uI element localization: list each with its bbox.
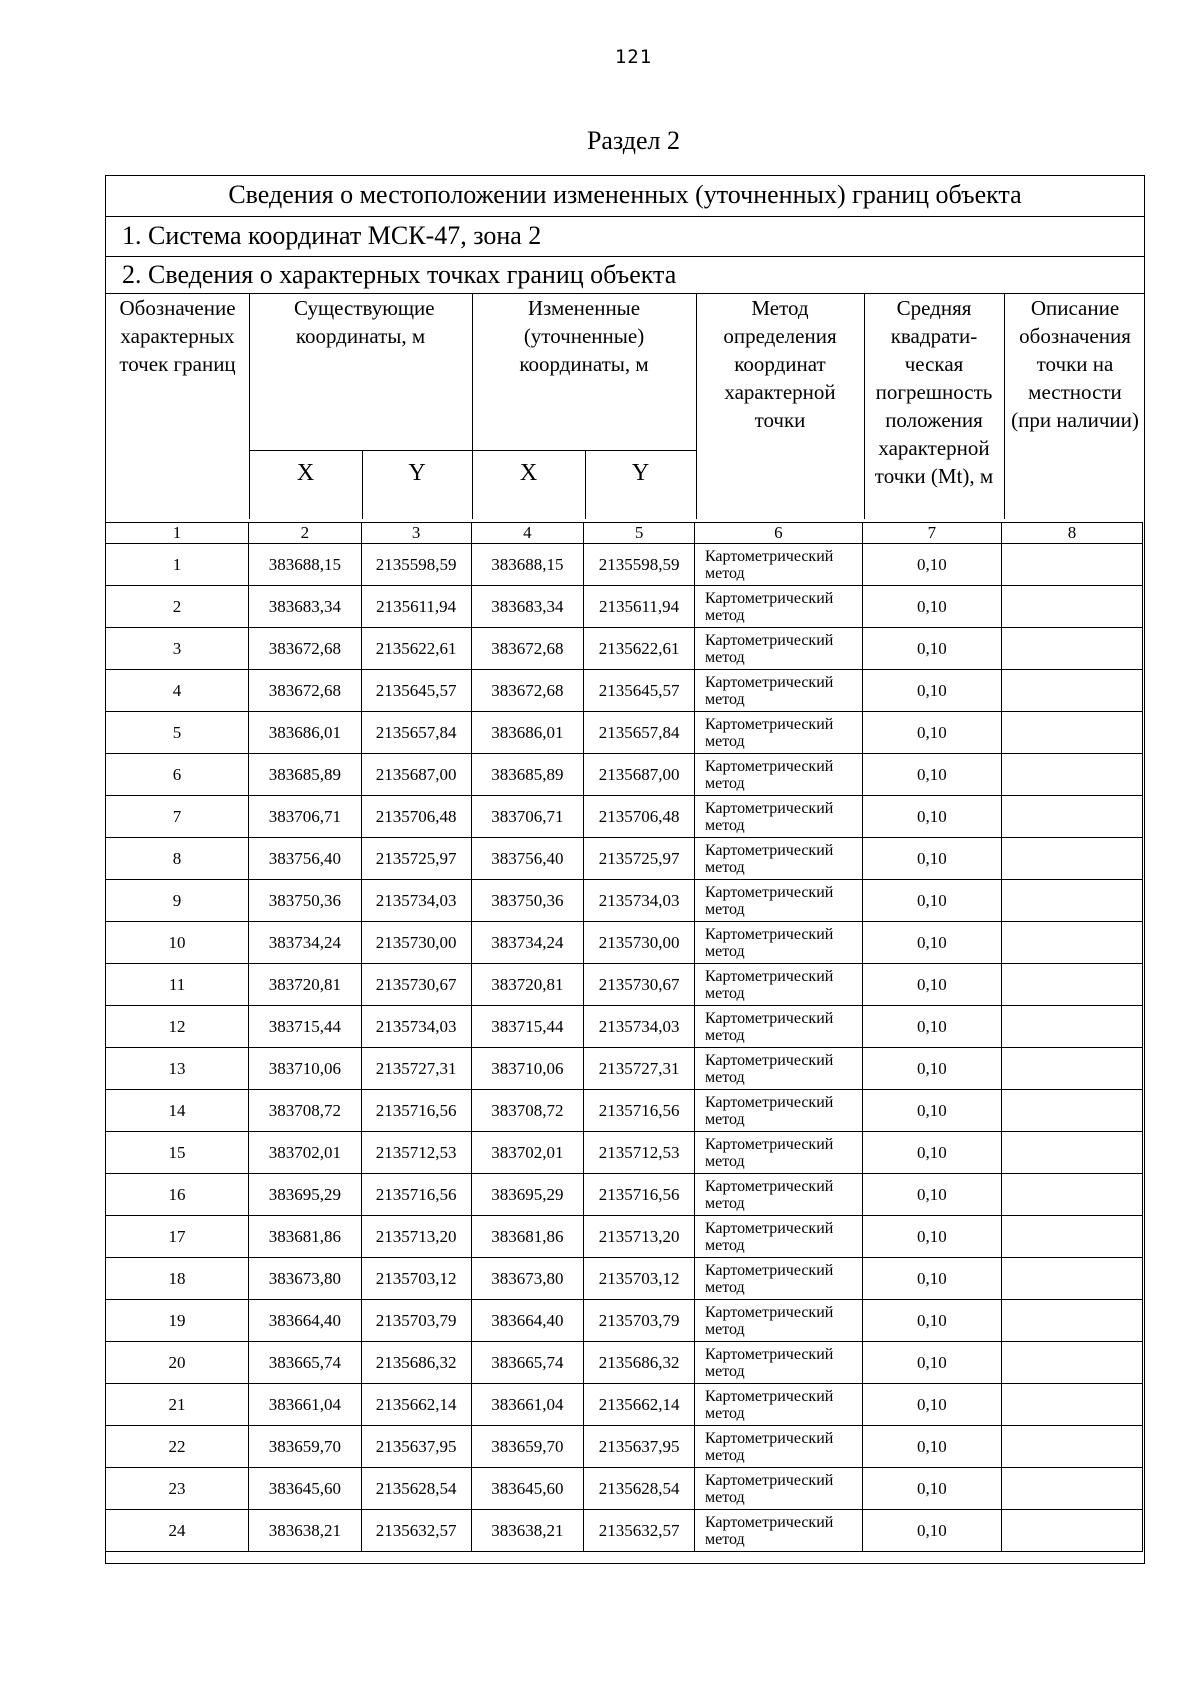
col-header-existing-y: Y <box>408 460 426 486</box>
section-title: Раздел 2 <box>586 126 681 155</box>
col-header-existing: Существующие координаты, м <box>294 296 435 348</box>
cell-changed-x: 383661,04 <box>471 1384 584 1426</box>
cell-existing-y: 2135611,94 <box>361 586 471 628</box>
cell-description <box>1001 1174 1142 1216</box>
cell-changed-y: 2135706,48 <box>584 796 695 838</box>
cell-existing-x: 383664,40 <box>249 1300 362 1342</box>
cell-error: 0,10 <box>862 754 1001 796</box>
cell-description <box>1001 1006 1142 1048</box>
cell-point: 2 <box>106 586 249 628</box>
cell-description <box>1001 670 1142 712</box>
col-header-existing-x: X <box>296 460 315 486</box>
cell-point: 1 <box>106 544 249 586</box>
cell-method: Картометрический метод <box>694 964 862 1006</box>
cell-method: Картометрический метод <box>694 1006 862 1048</box>
points-table <box>105 522 1143 1552</box>
cell-changed-y: 2135628,54 <box>584 1468 695 1510</box>
column-header <box>106 293 1144 519</box>
cell-point: 19 <box>106 1300 249 1342</box>
cell-existing-y: 2135632,57 <box>361 1510 471 1552</box>
cell-error: 0,10 <box>862 712 1001 754</box>
cell-point: 24 <box>106 1510 249 1552</box>
column-number: 6 <box>694 523 862 544</box>
cell-point: 7 <box>106 796 249 838</box>
column-number: 7 <box>862 523 1001 544</box>
cell-point: 6 <box>106 754 249 796</box>
column-number: 8 <box>1001 523 1142 544</box>
cell-changed-x: 383665,74 <box>471 1342 584 1384</box>
cell-changed-y: 2135662,14 <box>584 1384 695 1426</box>
cell-changed-x: 383686,01 <box>471 712 584 754</box>
cell-existing-x: 383673,80 <box>249 1258 362 1300</box>
cell-changed-x: 383645,60 <box>471 1468 584 1510</box>
column-number: 3 <box>361 523 471 544</box>
cell-existing-x: 383681,86 <box>249 1216 362 1258</box>
cell-description <box>1001 880 1142 922</box>
cell-description <box>1001 712 1142 754</box>
table-title: Сведения о местоположении измененных (уточненных) границ объекта <box>106 176 1144 217</box>
cell-changed-x: 383685,89 <box>471 754 584 796</box>
col-header-changed-y: Y <box>631 460 650 486</box>
cell-changed-y: 2135730,00 <box>584 922 695 964</box>
cell-description <box>1001 1216 1142 1258</box>
cell-method: Картометрический метод <box>694 1216 862 1258</box>
table-row <box>106 1300 1143 1342</box>
table-row <box>106 1426 1143 1468</box>
cell-method: Картометрический метод <box>694 1258 862 1300</box>
cell-existing-y: 2135622,61 <box>361 628 471 670</box>
cell-changed-y: 2135703,79 <box>584 1300 695 1342</box>
cell-method: Картометрический метод <box>694 1426 862 1468</box>
cell-existing-x: 383708,72 <box>249 1090 362 1132</box>
table-row <box>106 1132 1143 1174</box>
cell-existing-x: 383706,71 <box>249 796 362 838</box>
cell-changed-y: 2135734,03 <box>584 880 695 922</box>
cell-error: 0,10 <box>862 544 1001 586</box>
cell-description <box>1001 1384 1142 1426</box>
cell-method: Картометрический метод <box>694 922 862 964</box>
cell-point: 12 <box>106 1006 249 1048</box>
cell-existing-y: 2135645,57 <box>361 670 471 712</box>
cell-error: 0,10 <box>862 922 1001 964</box>
cell-method: Картометрический метод <box>694 880 862 922</box>
table-row <box>106 964 1143 1006</box>
cell-changed-x: 383659,70 <box>471 1426 584 1468</box>
cell-method: Картометрический метод <box>694 544 862 586</box>
cell-changed-y: 2135657,84 <box>584 712 695 754</box>
cell-error: 0,10 <box>862 628 1001 670</box>
cell-method: Картометрический метод <box>694 838 862 880</box>
cell-changed-y: 2135716,56 <box>584 1174 695 1216</box>
col-header-point: Обозначение характерных точек границ <box>119 296 236 376</box>
cell-existing-x: 383672,68 <box>249 670 362 712</box>
cell-existing-x: 383685,89 <box>249 754 362 796</box>
cell-existing-x: 383665,74 <box>249 1342 362 1384</box>
cell-changed-y: 2135637,95 <box>584 1426 695 1468</box>
cell-existing-y: 2135734,03 <box>361 1006 471 1048</box>
cell-changed-y: 2135725,97 <box>584 838 695 880</box>
page-number: 121 <box>614 46 653 68</box>
cell-existing-y: 2135734,03 <box>361 880 471 922</box>
cell-method: Картометрический метод <box>694 586 862 628</box>
table-row <box>106 922 1143 964</box>
cell-error: 0,10 <box>862 1468 1001 1510</box>
cell-changed-x: 383715,44 <box>471 1006 584 1048</box>
cell-changed-y: 2135713,20 <box>584 1216 695 1258</box>
cell-error: 0,10 <box>862 796 1001 838</box>
cell-existing-x: 383710,06 <box>249 1048 362 1090</box>
cell-point: 20 <box>106 1342 249 1384</box>
column-number-row <box>106 523 1143 544</box>
table-row <box>106 1342 1143 1384</box>
cell-method: Картометрический метод <box>694 712 862 754</box>
cell-changed-x: 383734,24 <box>471 922 584 964</box>
table-row <box>106 754 1143 796</box>
cell-error: 0,10 <box>862 586 1001 628</box>
cell-method: Картометрический метод <box>694 1048 862 1090</box>
cell-changed-x: 383673,80 <box>471 1258 584 1300</box>
col-header-error: Средняя квадрати-ческая погрешность положения характерной точки (Mt), м <box>874 296 994 488</box>
cell-error: 0,10 <box>862 670 1001 712</box>
cell-error: 0,10 <box>862 1510 1001 1552</box>
cell-method: Картометрический метод <box>694 1174 862 1216</box>
cell-description <box>1001 1300 1142 1342</box>
cell-point: 9 <box>106 880 249 922</box>
cell-changed-x: 383672,68 <box>471 670 584 712</box>
cell-changed-y: 2135687,00 <box>584 754 695 796</box>
cell-changed-x: 383683,34 <box>471 586 584 628</box>
table-row <box>106 1258 1143 1300</box>
cell-existing-x: 383695,29 <box>249 1174 362 1216</box>
cell-existing-x: 383734,24 <box>249 922 362 964</box>
coord-system: 1. Система координат МСК-47, зона 2 <box>106 217 1144 257</box>
cell-existing-y: 2135725,97 <box>361 838 471 880</box>
points-title: 2. Сведения о характерных точках границ объекта <box>122 260 677 289</box>
cell-existing-x: 383638,21 <box>249 1510 362 1552</box>
cell-existing-x: 383645,60 <box>249 1468 362 1510</box>
cell-changed-x: 383672,68 <box>471 628 584 670</box>
cell-error: 0,10 <box>862 880 1001 922</box>
cell-existing-x: 383672,68 <box>249 628 362 670</box>
cell-method: Картометрический метод <box>694 1132 862 1174</box>
cell-error: 0,10 <box>862 1342 1001 1384</box>
cell-error: 0,10 <box>862 1006 1001 1048</box>
cell-description <box>1001 586 1142 628</box>
cell-description <box>1001 1258 1142 1300</box>
col-header-changed-x: X <box>519 460 538 486</box>
table-body <box>106 523 1143 1552</box>
table-row <box>106 880 1143 922</box>
cell-method: Картометрический метод <box>694 796 862 838</box>
cell-changed-y: 2135712,53 <box>584 1132 695 1174</box>
cell-existing-y: 2135598,59 <box>361 544 471 586</box>
cell-changed-x: 383756,40 <box>471 838 584 880</box>
cell-error: 0,10 <box>862 1384 1001 1426</box>
col-header-changed: Измененные (уточненные) координаты, м <box>519 296 649 376</box>
cell-point: 14 <box>106 1090 249 1132</box>
cell-changed-x: 383710,06 <box>471 1048 584 1090</box>
cell-method: Картометрический метод <box>694 754 862 796</box>
column-number: 2 <box>249 523 362 544</box>
table-row <box>106 670 1143 712</box>
cell-changed-y: 2135727,31 <box>584 1048 695 1090</box>
cell-changed-x: 383750,36 <box>471 880 584 922</box>
cell-description <box>1001 1468 1142 1510</box>
cell-existing-y: 2135716,56 <box>361 1174 471 1216</box>
cell-error: 0,10 <box>862 1132 1001 1174</box>
cell-error: 0,10 <box>862 1300 1001 1342</box>
cell-existing-x: 383750,36 <box>249 880 362 922</box>
table-row <box>106 1510 1143 1552</box>
cell-existing-y: 2135727,31 <box>361 1048 471 1090</box>
table-row <box>106 712 1143 754</box>
cell-description <box>1001 1342 1142 1384</box>
cell-changed-y: 2135703,12 <box>584 1258 695 1300</box>
cell-method: Картометрический метод <box>694 1300 862 1342</box>
cell-existing-y: 2135712,53 <box>361 1132 471 1174</box>
column-number: 5 <box>584 523 695 544</box>
cell-method: Картометрический метод <box>694 1468 862 1510</box>
cell-existing-x: 383720,81 <box>249 964 362 1006</box>
cell-error: 0,10 <box>862 964 1001 1006</box>
cell-existing-y: 2135703,79 <box>361 1300 471 1342</box>
cell-error: 0,10 <box>862 1216 1001 1258</box>
cell-changed-x: 383706,71 <box>471 796 584 838</box>
cell-existing-x: 383661,04 <box>249 1384 362 1426</box>
cell-existing-y: 2135713,20 <box>361 1216 471 1258</box>
cell-method: Картометрический метод <box>694 1384 862 1426</box>
cell-existing-x: 383715,44 <box>249 1006 362 1048</box>
cell-description <box>1001 1426 1142 1468</box>
table-row <box>106 544 1143 586</box>
table-row <box>106 1384 1143 1426</box>
table-row <box>106 796 1143 838</box>
cell-point: 16 <box>106 1174 249 1216</box>
cell-point: 18 <box>106 1258 249 1300</box>
cell-error: 0,10 <box>862 1426 1001 1468</box>
cell-changed-y: 2135730,67 <box>584 964 695 1006</box>
cell-changed-y: 2135716,56 <box>584 1090 695 1132</box>
cell-existing-y: 2135730,67 <box>361 964 471 1006</box>
cell-point: 5 <box>106 712 249 754</box>
cell-existing-y: 2135637,95 <box>361 1426 471 1468</box>
cell-description <box>1001 754 1142 796</box>
cell-changed-y: 2135622,61 <box>584 628 695 670</box>
cell-changed-x: 383638,21 <box>471 1510 584 1552</box>
cell-changed-x: 383695,29 <box>471 1174 584 1216</box>
cell-description <box>1001 544 1142 586</box>
cell-description <box>1001 796 1142 838</box>
cell-error: 0,10 <box>862 838 1001 880</box>
column-number: 4 <box>471 523 584 544</box>
cell-point: 17 <box>106 1216 249 1258</box>
cell-point: 23 <box>106 1468 249 1510</box>
table-row <box>106 838 1143 880</box>
cell-existing-y: 2135662,14 <box>361 1384 471 1426</box>
cell-existing-y: 2135716,56 <box>361 1090 471 1132</box>
table-row <box>106 1174 1143 1216</box>
cell-existing-x: 383683,34 <box>249 586 362 628</box>
cell-point: 10 <box>106 922 249 964</box>
cell-existing-x: 383756,40 <box>249 838 362 880</box>
cell-existing-y: 2135628,54 <box>361 1468 471 1510</box>
cell-description <box>1001 1510 1142 1552</box>
table-row <box>106 1468 1143 1510</box>
cell-description <box>1001 1132 1142 1174</box>
cell-changed-y: 2135734,03 <box>584 1006 695 1048</box>
cell-existing-x: 383688,15 <box>249 544 362 586</box>
cell-changed-y: 2135632,57 <box>584 1510 695 1552</box>
cell-changed-y: 2135611,94 <box>584 586 695 628</box>
cell-existing-x: 383686,01 <box>249 712 362 754</box>
column-number: 1 <box>106 523 249 544</box>
cell-point: 21 <box>106 1384 249 1426</box>
cell-existing-x: 383702,01 <box>249 1132 362 1174</box>
cell-point: 13 <box>106 1048 249 1090</box>
cell-point: 3 <box>106 628 249 670</box>
cell-description <box>1001 628 1142 670</box>
cell-description <box>1001 1048 1142 1090</box>
cell-description <box>1001 838 1142 880</box>
col-header-description: Описание обозначения точки на местности (при наличии) <box>1011 296 1139 432</box>
cell-changed-y: 2135598,59 <box>584 544 695 586</box>
cell-existing-y: 2135686,32 <box>361 1342 471 1384</box>
cell-existing-x: 383659,70 <box>249 1426 362 1468</box>
cell-error: 0,10 <box>862 1258 1001 1300</box>
table-row <box>106 1006 1143 1048</box>
cell-existing-y: 2135706,48 <box>361 796 471 838</box>
cell-changed-x: 383702,01 <box>471 1132 584 1174</box>
cell-error: 0,10 <box>862 1090 1001 1132</box>
cell-changed-x: 383664,40 <box>471 1300 584 1342</box>
cell-changed-y: 2135645,57 <box>584 670 695 712</box>
table-row <box>106 1216 1143 1258</box>
cell-changed-x: 383720,81 <box>471 964 584 1006</box>
table-row <box>106 1048 1143 1090</box>
cell-method: Картометрический метод <box>694 1342 862 1384</box>
table-row <box>106 628 1143 670</box>
cell-existing-y: 2135730,00 <box>361 922 471 964</box>
cell-method: Картометрический метод <box>694 628 862 670</box>
boundary-table <box>105 175 1145 1564</box>
cell-error: 0,10 <box>862 1174 1001 1216</box>
table-row <box>106 1090 1143 1132</box>
cell-point: 22 <box>106 1426 249 1468</box>
cell-description <box>1001 922 1142 964</box>
cell-method: Картометрический метод <box>694 1510 862 1552</box>
cell-existing-y: 2135657,84 <box>361 712 471 754</box>
cell-description <box>1001 1090 1142 1132</box>
cell-point: 11 <box>106 964 249 1006</box>
cell-changed-x: 383708,72 <box>471 1090 584 1132</box>
table-row <box>106 586 1143 628</box>
cell-method: Картометрический метод <box>694 1090 862 1132</box>
cell-changed-x: 383688,15 <box>471 544 584 586</box>
cell-changed-x: 383681,86 <box>471 1216 584 1258</box>
cell-point: 8 <box>106 838 249 880</box>
col-header-method: Метод определения координат характерной точки <box>723 296 837 432</box>
cell-description <box>1001 964 1142 1006</box>
cell-existing-y: 2135687,00 <box>361 754 471 796</box>
cell-existing-y: 2135703,12 <box>361 1258 471 1300</box>
cell-changed-y: 2135686,32 <box>584 1342 695 1384</box>
cell-point: 4 <box>106 670 249 712</box>
cell-error: 0,10 <box>862 1048 1001 1090</box>
cell-point: 15 <box>106 1132 249 1174</box>
cell-method: Картометрический метод <box>694 670 862 712</box>
